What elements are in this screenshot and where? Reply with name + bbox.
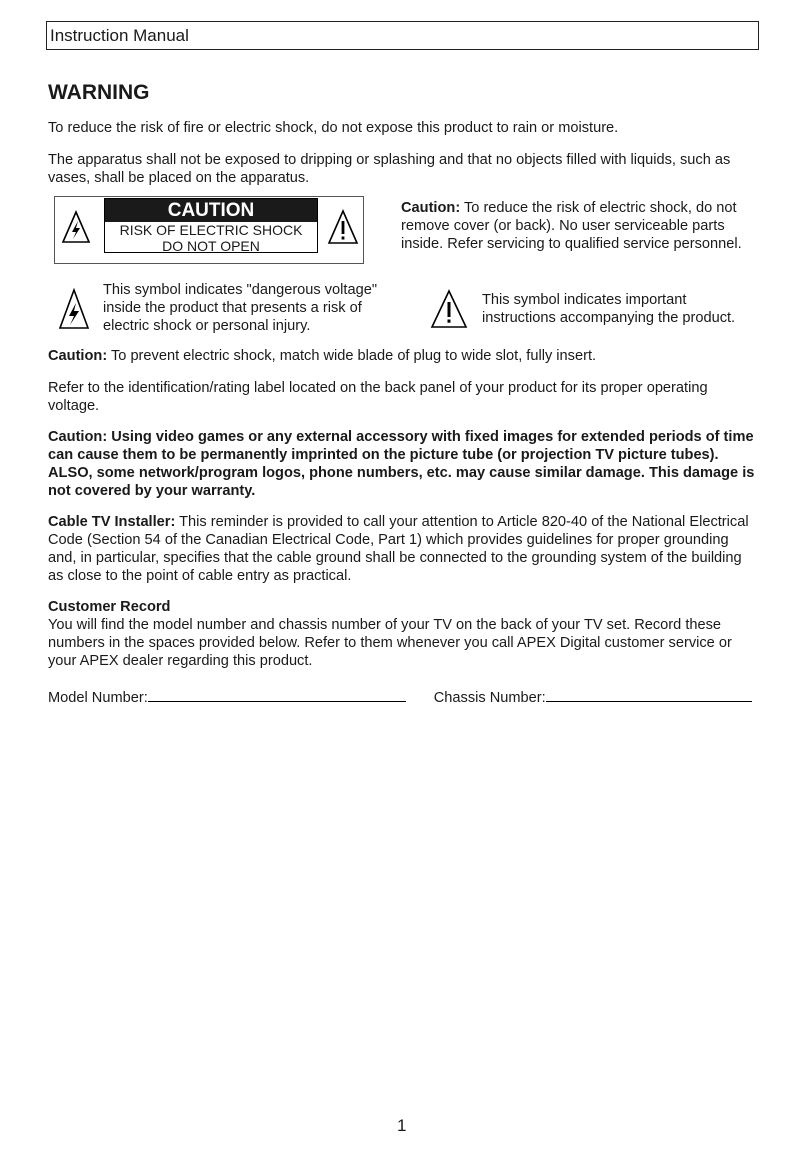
record-fields <box>48 687 760 707</box>
lightning-triangle-icon <box>61 210 91 244</box>
voltage-symbol-text: This symbol indicates "dangerous voltage" inside the product that presents a risk of electric shock or personal injury. <box>103 282 378 334</box>
customer-record-title: Customer Record <box>48 599 171 615</box>
voltage-symbol-icon <box>58 288 90 330</box>
caution-cover-label: Caution: <box>401 200 461 216</box>
plug-caution-body: To prevent electric shock, match wide blade of plug to wide slot, fully insert. <box>107 348 597 364</box>
caution-cover-text <box>401 199 761 253</box>
caution-panel <box>54 196 364 264</box>
model-number-line[interactable] <box>148 687 406 702</box>
warning-paragraph-2: The apparatus shall not be exposed to dripping or splashing and that no objects filled with liquids, such as vases, shall be placed on the apparatus. <box>48 152 731 186</box>
caution-label-box <box>104 198 318 253</box>
rating-label-text: Refer to the identification/rating label located on the back panel of your product for its proper operating voltage. <box>48 380 708 414</box>
instructions-symbol-text: This symbol indicates important instructions accompanying the product. <box>482 292 736 326</box>
chassis-number-line[interactable] <box>546 687 752 702</box>
cable-installer-text <box>48 513 760 585</box>
caution-line-1: RISK OF ELECTRIC SHOCK <box>119 222 303 238</box>
video-games-caution: Caution: Using video games or any external accessory with fixed images for extended periods of time can cause them to be permanently imprinted on the picture tube (or projection TV picture tubes). ALSO, some network/program logos, phone numbers, etc. may cause similar damage. This damage is not covered by your warranty. <box>48 429 755 499</box>
plug-caution <box>48 347 760 365</box>
caution-banner: CAUTION <box>105 199 317 222</box>
warning-title: WARNING <box>48 81 150 104</box>
caution-line-2: DO NOT OPEN <box>162 238 260 254</box>
chassis-number-label: Chassis Number: <box>433 690 546 706</box>
header-title: Instruction Manual <box>46 21 759 50</box>
caution-cover-body: To reduce the risk of electric shock, do not remove cover (or back). No user serviceable parts inside. Refer servicing to qualified service personnel. <box>401 200 742 252</box>
cable-installer-label: Cable TV Installer: <box>48 514 176 530</box>
warning-paragraph-1: To reduce the risk of fire or electric shock, do not expose this product to rain or moisture. <box>48 120 619 136</box>
instructions-symbol-icon <box>430 289 468 329</box>
customer-record-text: You will find the model number and chassis number of your TV on the back of your TV set. Record these numbers in the spaces provided below. Refer to them whenever you call APEX Digital customer service or your APEX dealer regarding this product. <box>48 617 732 669</box>
cable-installer-body: This reminder is provided to call your attention to Article 820-40 of the National Electrical Code (Section 54 of the Canadian Electrical Code, Part 1) which provides guidelines for proper grounding and, in particular, specifies that the cable ground shall be connected to the grounding system of the building as close to the point of cable entry as practical. <box>48 514 749 584</box>
page-number: 1 <box>397 1116 407 1135</box>
model-number-label: Model Number: <box>48 690 148 706</box>
plug-caution-label: Caution: <box>48 348 108 364</box>
exclamation-triangle-icon <box>327 209 359 245</box>
